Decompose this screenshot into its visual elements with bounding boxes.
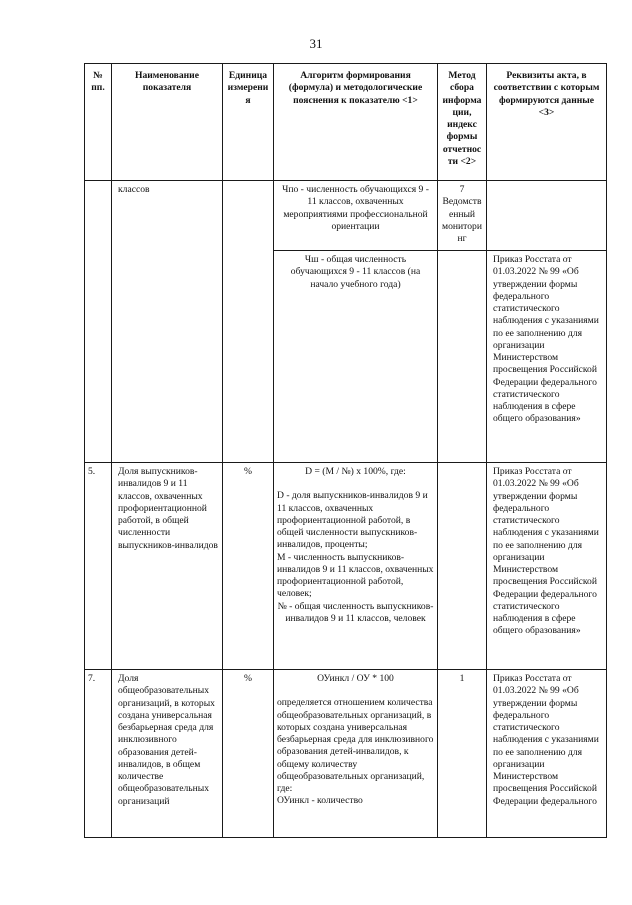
header-num: № пп. [85, 64, 112, 181]
row-num [85, 181, 112, 463]
header-name: Наименование показателя [112, 64, 223, 181]
act-cell: Приказ Росстата от 01.03.2022 № 99 «Об утверждении формы федерального статистического наблюдения с указаниями по ее заполнению для организации Министерством просвещения Российской Федерации федерального статистического наблюдения в сфере общего образования» [487, 251, 607, 463]
method-cell [438, 251, 487, 463]
method-cell: 1 [438, 670, 487, 838]
table-row [85, 463, 607, 670]
header-act: Реквизиты акта, в соответствии с которым формируются данные <3> [487, 64, 607, 181]
algorithm-cell: Чпо - численность обучающихся 9 - 11 классов, охваченных мероприятиями профессиональной ориентации [274, 181, 438, 251]
algorithm-cell [274, 670, 438, 838]
table-row [85, 670, 607, 838]
algorithm-text: D - доля выпускников-инвалидов 9 и 11 классов, охваченных профориентационной работой, в общей численности выпускников-инвалидов, проценты; [277, 490, 428, 551]
page-number: 31 [309, 36, 323, 51]
indicator-name: Доля общеобразовательных организаций, в которых создана универсальная безбарьерная среда для инклюзивного образования детей-инвалидов, в общем количестве общеобразовательных организаций [112, 670, 223, 838]
indicator-name: Доля выпускников-инвалидов 9 и 11 классов, охваченных профориентационной работой, в общей численности выпускников-инвалидов [112, 463, 223, 670]
act-cell: Приказ Росстата от 01.03.2022 № 99 «Об утверждении формы федерального статистического наблюдения с указаниями по ее заполнению для организации Министерством просвещения Российской Федерации федерального статистического наблюдения в сфере общего образования» [487, 463, 607, 670]
row-num: 5. [85, 463, 112, 670]
formula: D = (M / №) x 100%, где: [305, 466, 406, 477]
indicator-name: классов [112, 181, 223, 463]
indicators-table [84, 63, 607, 838]
row-num: 7. [85, 670, 112, 838]
header-method: Метод сбора информа ции, индекс формы отчетнос ти <2> [438, 64, 487, 181]
algorithm-cell [274, 463, 438, 670]
unit-cell [223, 181, 274, 463]
act-cell [487, 181, 607, 251]
method-cell: 7 Ведомств енный монитори нг [438, 181, 487, 251]
algorithm-text: № - общая численность выпускников-инвалидов 9 и 11 классов, человек [277, 600, 434, 624]
method-cell [438, 463, 487, 670]
header-unit: Единица измерени я [223, 64, 274, 181]
formula: ОУинкл / ОУ * 100 [317, 673, 394, 684]
header-algorithm: Алгоритм формирования (формула) и методологические пояснения к показателю <1> [274, 64, 438, 181]
algorithm-text: М - численность выпускников-инвалидов 9 и 11 классов, охваченных профориентационной работой, человек; [277, 551, 434, 600]
unit-cell: % [223, 670, 274, 838]
algorithm-text: определяется отношением количества общеобразовательных организаций, в которых создана универсальная безбарьерная среда для инклюзивного образования детей-инвалидов, к общему количеству общеобразовательных организаций, где: ОУинкл - количество [277, 697, 434, 807]
table-row [85, 181, 607, 251]
header-row [85, 64, 607, 181]
act-cell: Приказ Росстата от 01.03.2022 № 99 «Об утверждении формы федерального статистического наблюдения с указаниями по ее заполнению для организации Министерством просвещения Российской Федерации федерального [487, 670, 607, 838]
algorithm-cell: Чш - общая численность обучающихся 9 - 11 классов (на начало учебного года) [274, 251, 438, 463]
unit-cell: % [223, 463, 274, 670]
